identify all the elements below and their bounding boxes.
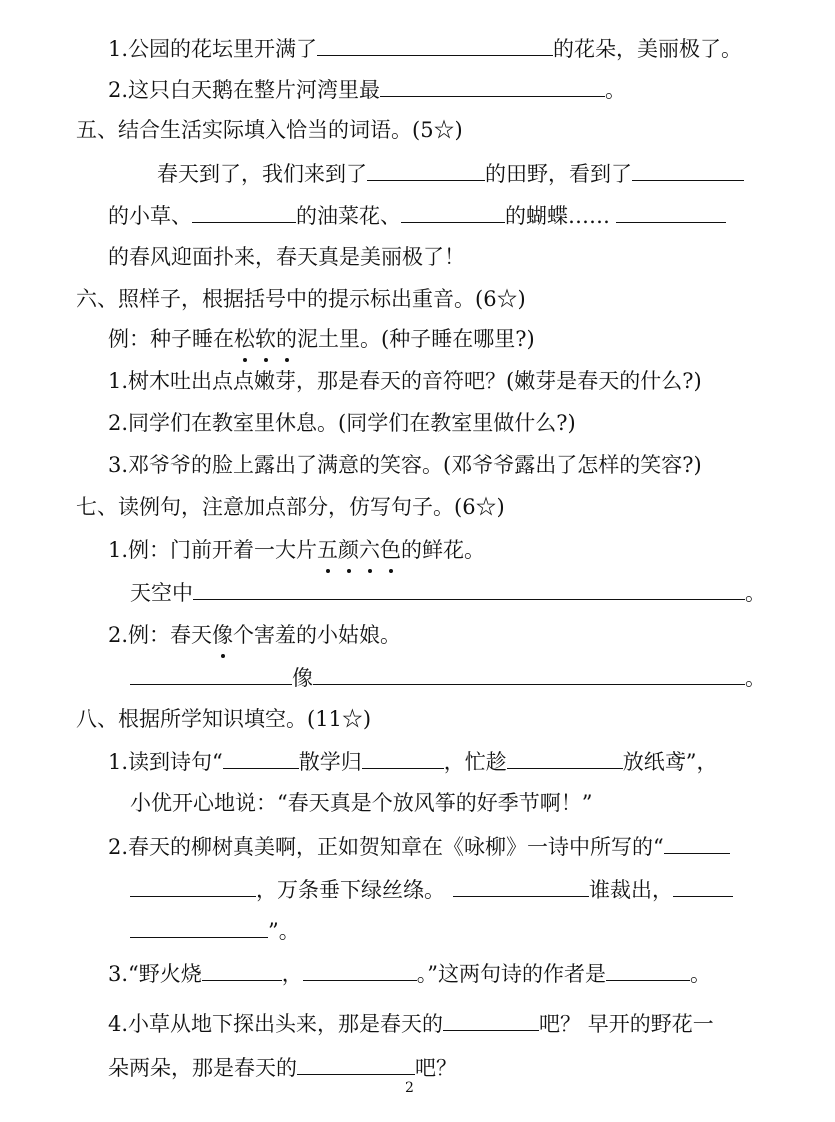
q5-title: 五、结合生活实际填入恰当的词语。(5☆) — [76, 118, 463, 142]
q6-item-3[interactable]: 3.邓爷爷的脸上露出了满意的笑容。(邓爷爷露出了怎样的笑容?) — [108, 453, 702, 477]
answer-blank[interactable] — [664, 831, 730, 854]
emphasis-char: 松 — [234, 324, 255, 354]
answer-blank[interactable] — [313, 662, 745, 685]
answer-blank[interactable] — [130, 915, 268, 938]
answer-blank[interactable] — [673, 874, 733, 897]
q6-example: 例：种子睡在松软的泥土里。(种子睡在哪里?) — [108, 324, 535, 354]
emphasis-char: 软 — [255, 324, 276, 354]
answer-blank[interactable] — [606, 958, 690, 981]
emphasis-char: 的 — [276, 324, 297, 354]
answer-blank[interactable] — [507, 746, 623, 769]
q7-title: 七、读例句，注意加点部分，仿写句子。(6☆) — [76, 495, 505, 519]
q5-line-1: 春天到了，我们来到了 的田野，看到了 — [157, 158, 744, 188]
q8-item-1: 1.读到诗句“ 散学归 ，忙趁 放纸鸢”， — [108, 746, 718, 776]
q8-item-2: 2.春天的柳树真美啊，正如贺知章在《咏柳》一诗中所写的“ — [108, 831, 730, 861]
answer-blank[interactable] — [453, 874, 589, 897]
answer-blank[interactable] — [443, 1008, 539, 1031]
q8-item-3: 3.“野火烧 ， 。”这两句诗的作者是 。 — [108, 958, 711, 988]
q7-example-2: 2.例：春天像个害羞的小姑娘。 — [108, 620, 401, 650]
emphasis-char: 五 — [317, 535, 338, 565]
answer-blank[interactable] — [202, 958, 282, 981]
q8-item-1-cont: 小优开心地说：“春天真是个放风筝的好季节啊！” — [130, 791, 593, 815]
answer-blank[interactable] — [193, 577, 745, 600]
q5-line-3: 的春风迎面扑来，春天真是美丽极了！ — [108, 245, 465, 269]
q6-item-2[interactable]: 2.同学们在教室里休息。(同学们在教室里做什么?) — [108, 411, 576, 435]
q8-item-2-cont: ，万条垂下绿丝绦。 谁裁出， — [130, 874, 733, 904]
answer-blank[interactable] — [297, 1052, 415, 1075]
q8-item-4-cont: 朵两朵，那是春天的 吧？ — [108, 1052, 457, 1082]
q7-write-2: 像 。 — [130, 662, 766, 692]
page-number: 2 — [405, 1080, 414, 1096]
answer-blank[interactable] — [616, 200, 726, 223]
q7-example-1: 1.例：门前开着一大片五颜六色的鲜花。 — [108, 535, 485, 565]
q4-item-2: 2.这只白天鹅在整片河湾里最 。 — [108, 74, 626, 104]
answer-blank[interactable] — [192, 200, 296, 223]
q6-item-1[interactable]: 1.树木吐出点点嫩芽，那是春天的音符吧？(嫩芽是春天的什么?) — [108, 369, 702, 393]
answer-blank[interactable] — [130, 662, 292, 685]
q7-write-1: 天空中 。 — [130, 577, 766, 607]
answer-blank[interactable] — [632, 158, 744, 181]
q8-item-2-end: ”。 — [130, 915, 300, 945]
emphasis-char: 像 — [212, 620, 233, 650]
emphasis-char: 六 — [359, 535, 380, 565]
emphasis-char: 颜 — [338, 535, 359, 565]
q4-item-1: 1.公园的花坛里开满了 的花朵，美丽极了。 — [108, 33, 742, 63]
q6-title: 六、照样子，根据括号中的提示标出重音。(6☆) — [76, 287, 526, 311]
answer-blank[interactable] — [401, 200, 505, 223]
q5-line-2: 的小草、 的油菜花、 的蝴蝶…… — [108, 200, 726, 230]
answer-blank[interactable] — [367, 158, 485, 181]
answer-blank[interactable] — [362, 746, 444, 769]
answer-blank[interactable] — [130, 874, 256, 897]
answer-blank[interactable] — [380, 74, 605, 97]
answer-blank[interactable] — [317, 33, 553, 56]
answer-blank[interactable] — [303, 958, 417, 981]
q8-item-4: 4.小草从地下探出头来，那是春天的 吧？ 早开的野花一 — [108, 1008, 714, 1038]
q8-title: 八、根据所学知识填空。(11☆) — [76, 707, 372, 731]
emphasis-char: 色 — [380, 535, 401, 565]
answer-blank[interactable] — [223, 746, 299, 769]
